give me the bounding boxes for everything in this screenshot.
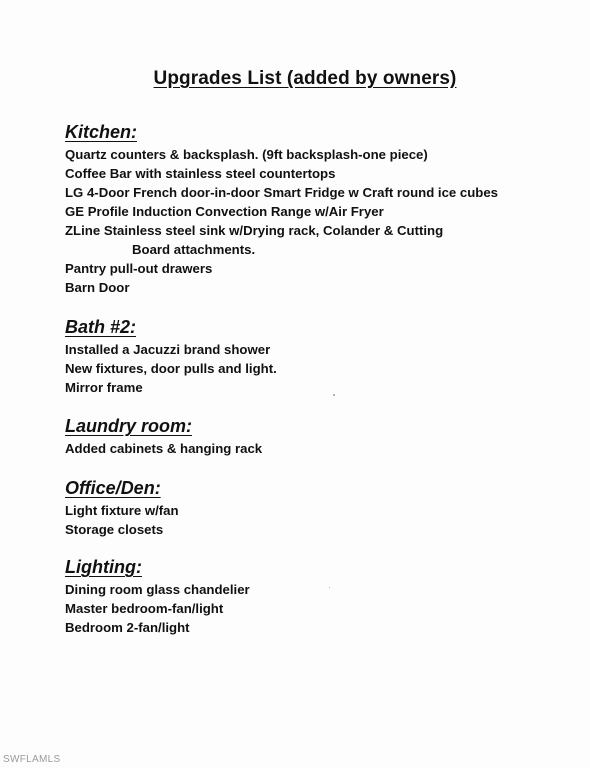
list-item: ZLine Stainless steel sink w/Drying rack, Colander & Cutting [65,223,444,238]
list-item: Quartz counters & backsplash. (9ft backsplash-one piece) [65,147,428,162]
kitchen-items-list [65,145,498,297]
section-lighting [65,556,250,637]
section-bath-2 [65,316,277,397]
section-kitchen [65,121,498,297]
list-item: Mirror frame [65,380,143,395]
watermark: SWFLAMLS [3,754,61,765]
bath-items-list [65,340,277,397]
list-item: Master bedroom-fan/light [65,601,224,616]
document-title: Upgrades List (added by owners) [153,68,457,89]
list-item: New fixtures, door pulls and light. [65,361,277,376]
list-item: Coffee Bar with stainless steel countertops [65,166,336,181]
list-item: Added cabinets & hanging rack [65,441,263,456]
section-heading-bath-2: Bath #2: [65,317,137,337]
section-heading-lighting: Lighting: [65,557,142,577]
list-item: Dining room glass chandelier [65,582,250,597]
list-item: Light fixture w/fan [65,503,179,518]
list-item: Storage closets [65,522,164,537]
list-item-continuation: Board attachments. [132,242,256,257]
list-item: LG 4-Door French door-in-door Smart Fridge w Craft round ice cubes [65,185,499,200]
office-items-list [65,501,179,539]
list-item: Bedroom 2-fan/light [65,620,190,635]
list-item: GE Profile Induction Convection Range w/Air Fryer [65,204,384,219]
list-item: Pantry pull-out drawers [65,261,213,276]
scan-speck [333,394,335,396]
scan-speck [329,587,330,588]
list-item: Barn Door [65,280,130,295]
lighting-items-list [65,580,250,637]
section-laundry-room [65,415,262,458]
section-heading-office-den: Office/Den: [65,478,161,498]
list-item: Installed a Jacuzzi brand shower [65,342,271,357]
section-heading-laundry-room: Laundry room: [65,416,193,436]
laundry-items-list [65,439,262,458]
section-office-den [65,477,179,539]
section-heading-kitchen: Kitchen: [65,122,137,142]
